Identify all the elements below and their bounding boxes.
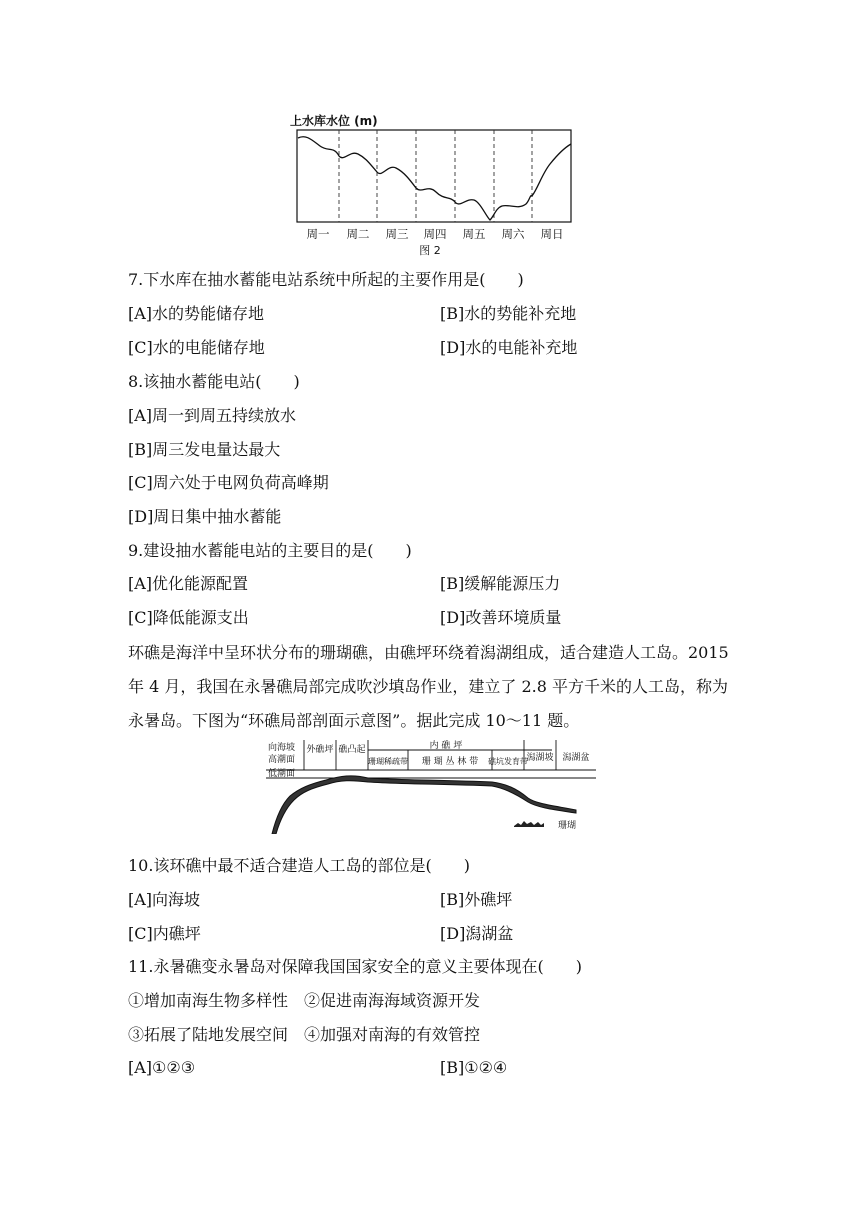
label-low-tide: 低潮面	[268, 769, 296, 779]
q11-items-2: ③拓展了陆地发展空间 ④加强对南海的有效管控	[128, 1025, 481, 1044]
label-coral: 珊瑚	[558, 821, 577, 831]
zone-pit: 礁坑发育带	[488, 757, 528, 766]
q10-option-b[interactable]: [B]外礁坪	[440, 890, 513, 909]
q11-items-1: ①增加南海生物多样性 ②促进南海海域资源开发	[128, 991, 481, 1010]
coral-patch	[514, 821, 544, 827]
q8-option-c[interactable]: [C]周六处于电网负荷高峰期	[128, 473, 329, 492]
q8-option-b[interactable]: [B]周三发电量达最大	[128, 440, 281, 459]
day-label-sat: 周六	[501, 227, 525, 241]
chart-ylabel: 上水库水位 (m)	[290, 114, 378, 128]
q10-option-a[interactable]: [A]向海坡	[128, 890, 201, 909]
q10-option-c[interactable]: [C]内礁坪	[128, 924, 201, 943]
q7-option-b[interactable]: [B]水的势能补充地	[440, 304, 577, 323]
q9-option-d[interactable]: [D]改善环境质量	[440, 608, 562, 627]
label-high-tide: 高潮面	[268, 755, 296, 765]
zone-lagoon-basin: 潟湖盆	[562, 753, 590, 763]
q11-stem: 11.永暑礁变永暑岛对保障我国国家安全的意义主要体现在( )	[128, 957, 582, 976]
figure-caption: 图 2	[419, 244, 441, 257]
day-label-tue: 周二	[346, 227, 370, 241]
q8-option-d[interactable]: [D]周日集中抽水蓄能	[128, 507, 282, 526]
day-label-sun: 周日	[540, 227, 564, 241]
zone-lagoon-slope: 潟湖坡	[526, 753, 554, 763]
day-label-mon: 周一	[306, 227, 330, 241]
zone-forest: 珊 瑚 丛 林 带	[421, 757, 479, 767]
q9-stem: 9.建设抽水蓄能电站的主要目的是( )	[128, 541, 412, 560]
q8-option-a[interactable]: [A]周一到周五持续放水	[128, 406, 297, 425]
q11-option-a[interactable]: [A]①②③	[128, 1058, 196, 1077]
atoll-profile-diagram	[266, 738, 596, 834]
chart-frame	[297, 130, 571, 222]
q8-stem: 8.该抽水蓄能电站( )	[128, 372, 300, 391]
zone-slope: 向海坡	[268, 743, 296, 753]
atoll-passage: 环礁是海洋中呈环状分布的珊瑚礁，由礁坪环绕着潟湖组成，适合建造人工岛。2015 年 4 月，我国在永暑礁局部完成吹沙填岛作业，建立了 2.8 平方千米的人工岛，称为永暑岛。下图为“环礁局部剖面示意图”。据此完成 10～11 题。	[128, 643, 729, 730]
q9-option-c[interactable]: [C]降低能源支出	[128, 608, 249, 627]
zone-bulge: 礁凸起	[338, 745, 366, 755]
q11-option-b[interactable]: [B]①②④	[440, 1058, 508, 1077]
reservoir-level-chart	[280, 108, 580, 258]
day-label-wed: 周三	[385, 227, 409, 241]
q10-stem: 10.该环礁中最不适合建造人工岛的部位是( )	[128, 856, 470, 875]
zone-inner-flat: 内 礁 坪	[429, 741, 463, 751]
zone-outer-flat: 外礁坪	[306, 745, 334, 755]
zone-sparse: 珊瑚稀疏带	[368, 757, 408, 766]
q9-option-b[interactable]: [B]缓解能源压力	[440, 574, 561, 593]
q7-stem: 7.下水库在抽水蓄能电站系统中所起的主要作用是( )	[128, 270, 524, 289]
day-label-fri: 周五	[462, 227, 486, 241]
day-dividers	[339, 130, 532, 222]
q9-option-a[interactable]: [A]优化能源配置	[128, 574, 249, 593]
q7-option-a[interactable]: [A]水的势能储存地	[128, 304, 265, 323]
q7-option-d[interactable]: [D]水的电能补充地	[440, 338, 578, 357]
q10-option-d[interactable]: [D]潟湖盆	[440, 924, 514, 943]
q7-option-c[interactable]: [C]水的电能储存地	[128, 338, 265, 357]
day-label-thu: 周四	[423, 227, 447, 241]
